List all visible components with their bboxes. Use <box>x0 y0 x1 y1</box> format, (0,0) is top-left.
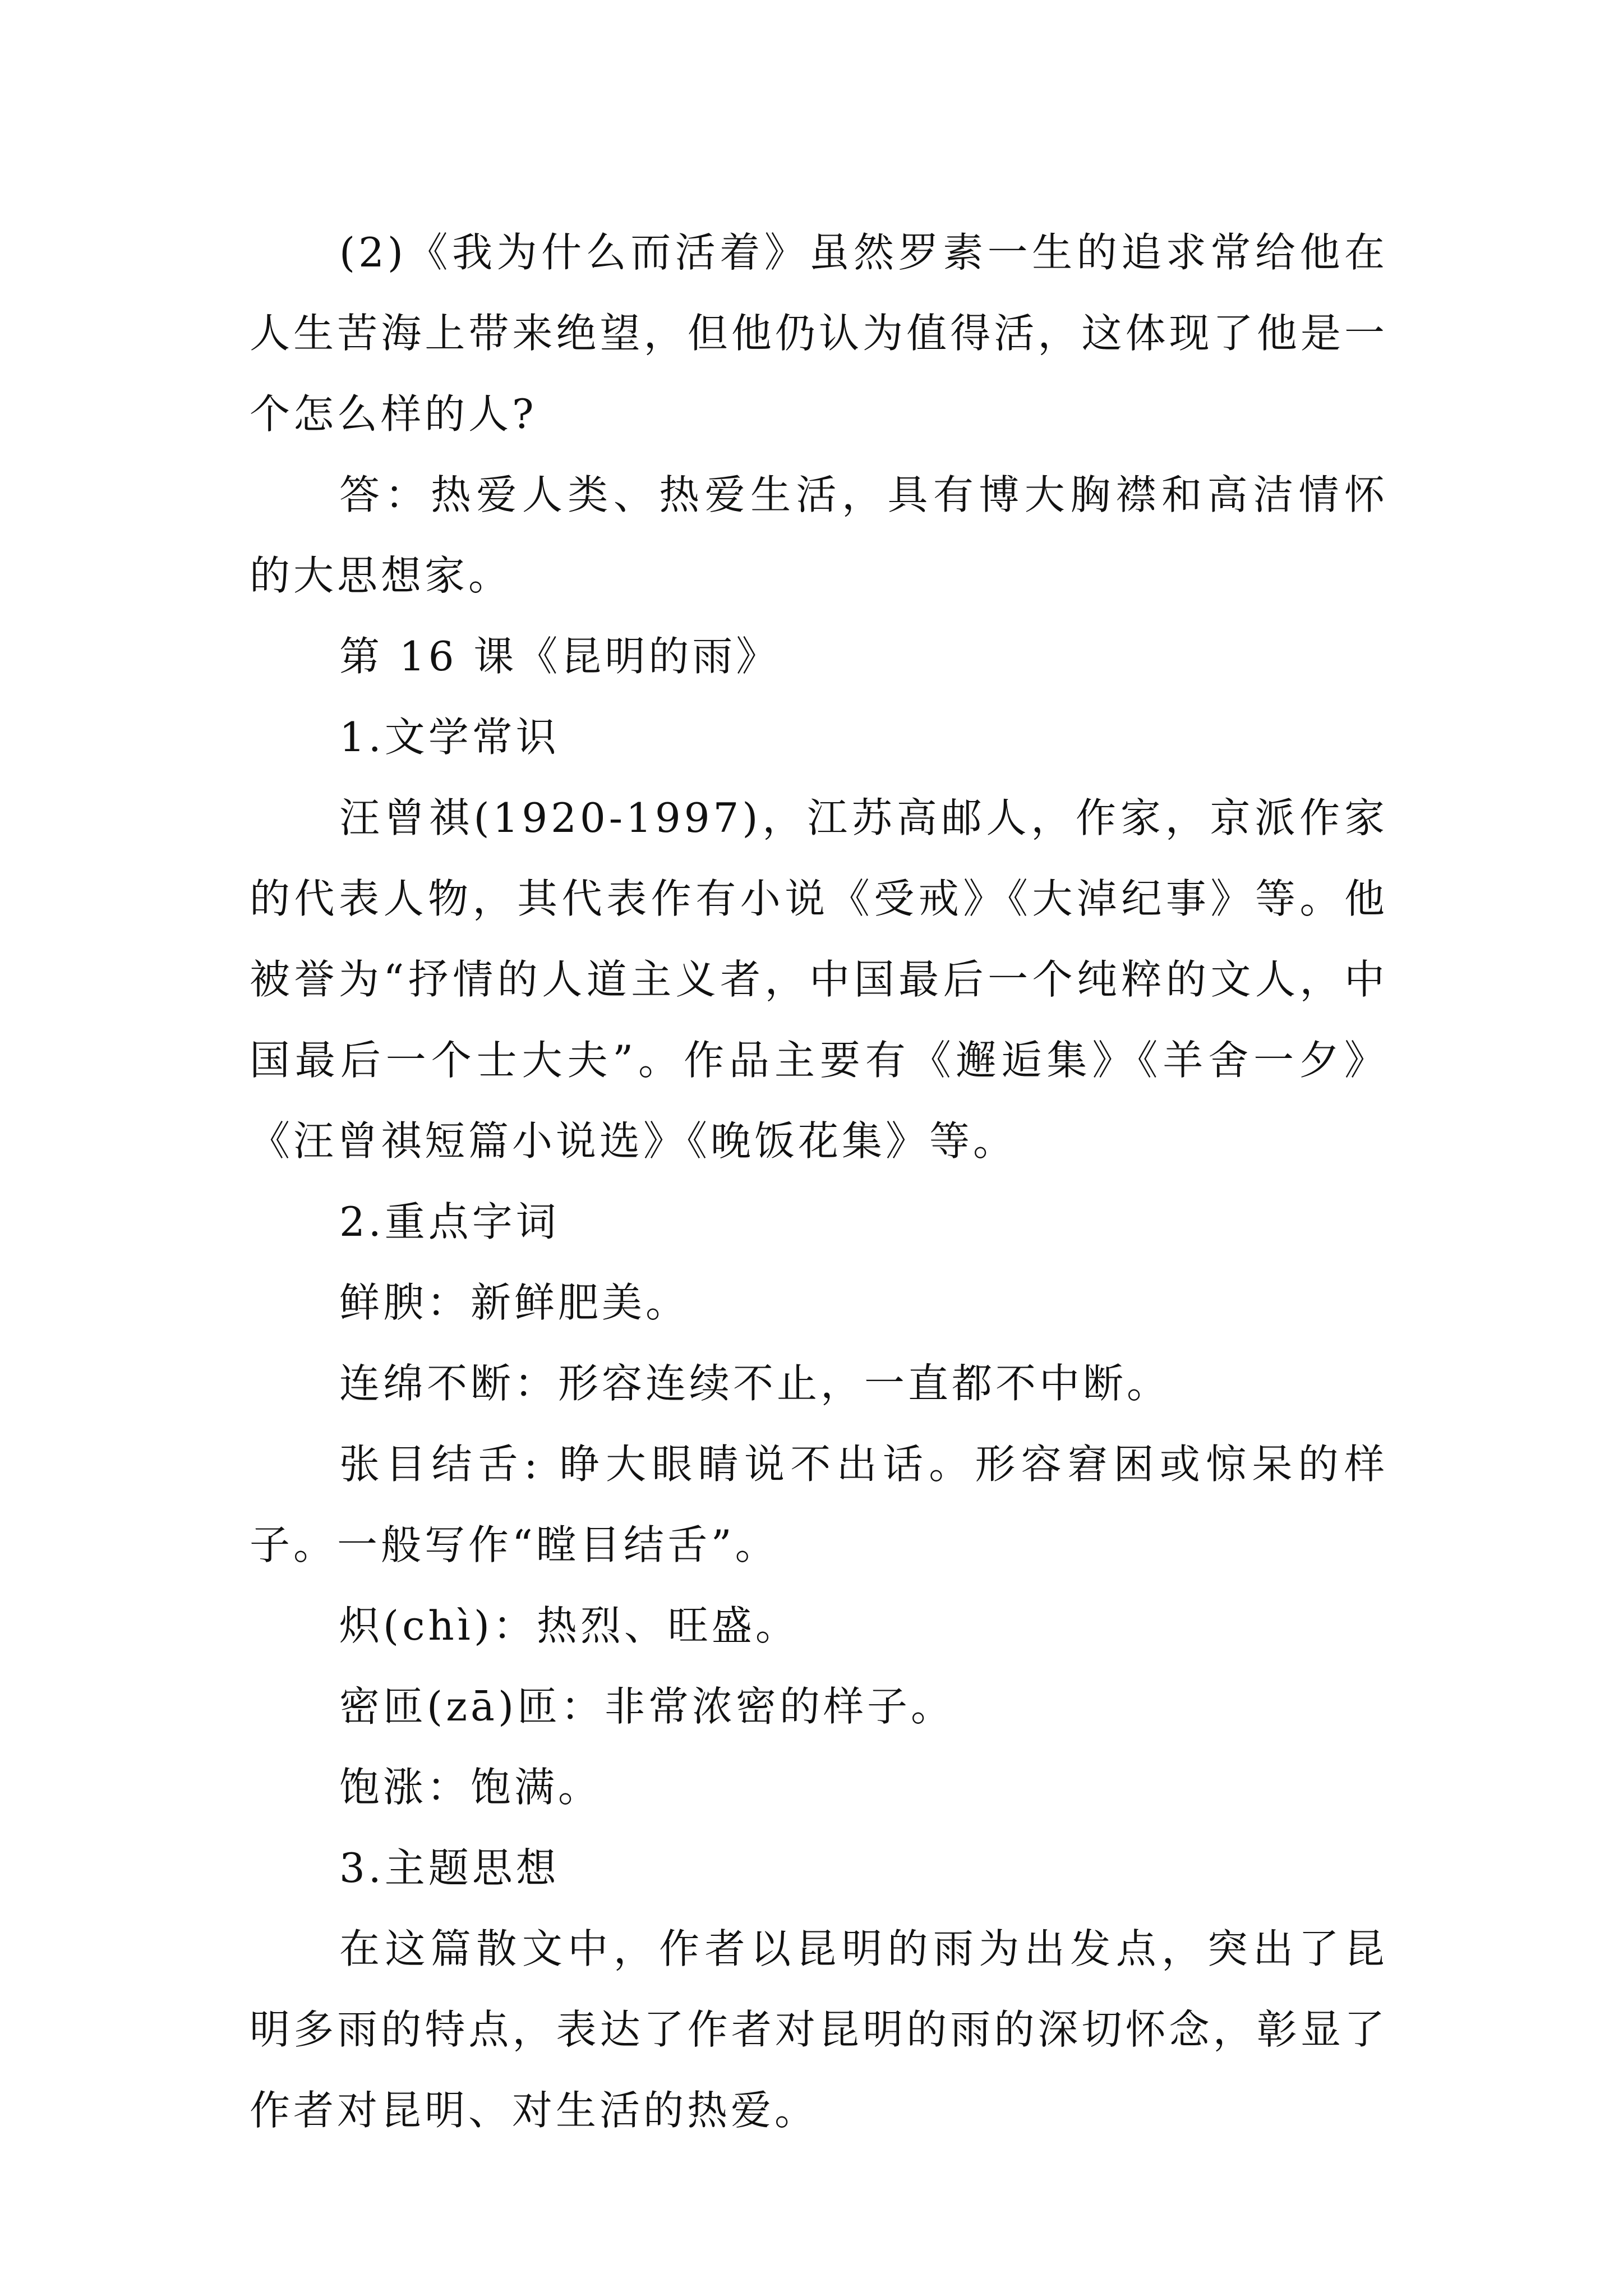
vocab-item: 炽(chì)：热烈、旺盛。 <box>339 1602 799 1649</box>
vocab-item: 密匝(zā)匝：非常浓密的样子。 <box>339 1683 955 1730</box>
question-paragraph: (2)《我为什么而活着》虽然罗素一生的追求常给他在人生苦海上带来绝望，但他仍认为值得活，这体现了他是一个怎么样的人? <box>250 229 1388 438</box>
lesson-title: 第 16 课《昆明的雨》 <box>339 633 780 680</box>
vocab-item: 张目结舌: 睁大眼睛说不出话。形容窘困或惊呆的样子。一般写作“瞠目结舌”。 <box>250 1441 1388 1568</box>
author-bio-paragraph: 汪曾祺(1920-1997)，江苏高邮人，作家，京派作家的代表人物，其代表作有小说《受戒》《大淖纪事》等。他被誉为“抒情的人道主义者，中国最后一个纯粹的文人，中国最后一个士大夫”。作品主要有《邂逅集》《羊舍一夕》《汪曾祺短篇小说选》《晚饭花集》等。 <box>250 794 1388 1165</box>
section-heading-key-words: 2.重点字词 <box>339 1198 560 1245</box>
theme-paragraph: 在这篇散文中，作者以昆明的雨为出发点，突出了昆明多雨的特点，表达了作者对昆明的雨的深切怀念，彰显了作者对昆明、对生活的热爱。 <box>250 1925 1388 2134</box>
vocab-item: 饱涨：饱满。 <box>339 1764 602 1811</box>
answer-paragraph: 答：热爱人类、热爱生活，具有博大胸襟和高洁情怀的大思想家。 <box>250 471 1388 599</box>
vocab-item: 鲜腴：新鲜肥美。 <box>339 1279 690 1326</box>
section-heading-theme: 3.主题思想 <box>339 1844 560 1892</box>
document-body <box>250 212 1388 2151</box>
vocab-item: 连绵不断：形容连续不止，一直都不中断。 <box>339 1360 1171 1407</box>
section-heading-literary-knowledge: 1.文学常识 <box>339 714 560 761</box>
